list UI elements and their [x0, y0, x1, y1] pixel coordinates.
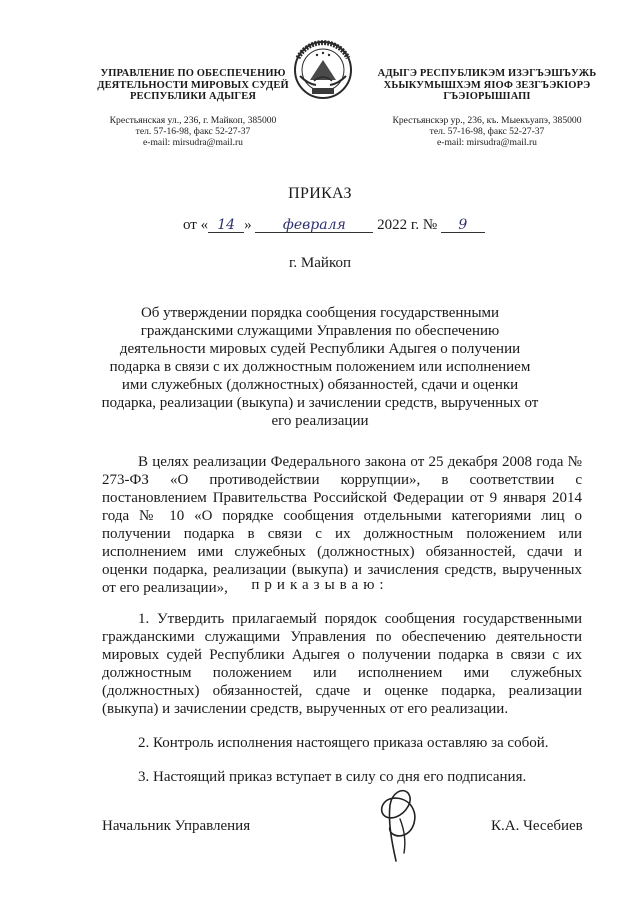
contact-block-ady [362, 115, 612, 149]
org-name-ady: АДЫГЭ РЕСПУБЛИКЭМ ИЗЭГЪЭШЪУЖЬ ХЬЫКУМЫШХЭМ ЯIОФ ЗЕЗГЪЭКIОРЭ ГЪЭIОРЫШIАПI [377, 68, 597, 102]
document-title: ПРИКАЗ [288, 185, 352, 202]
order-item-2: 2. Контроль исполнения настоящего приказа оставляю за собой. [138, 735, 549, 751]
org-name-ru: УПРАВЛЕНИЕ ПО ОБЕСПЕЧЕНИЮ ДЕЯТЕЛЬНОСТИ МИРОВЫХ СУДЕЙ РЕСПУБЛИКИ АДЫГЕЯ [97, 68, 289, 102]
handwritten-number: 9 [458, 217, 468, 233]
coat-of-arms-icon [290, 40, 356, 100]
signatory-position: Начальник Управления [102, 818, 251, 834]
order-item-1: 1. Утвердить прилагаемый порядок сообщения государственными гражданскими служащими Управления по обеспечению деятельности мировых судей Республики Адыгея о получении подарка в связи с их должностным положением или исполнением ими служебных (должностных) обязанностей, сдаче и оценке подарка, реализации (выкупа) и зачислении средств, вырученных от его реализации. [102, 611, 582, 717]
date-month-field [255, 218, 373, 233]
signatory-name: К.А. Чесебиев [491, 818, 583, 834]
header-left-ru [78, 68, 308, 148]
date-year: 2022 г. [377, 217, 420, 233]
contact-block-ru [78, 115, 308, 149]
header-right-ady [362, 68, 612, 148]
order-item-3: 3. Настоящий приказ вступает в силу со дня его подписания. [138, 769, 527, 785]
address: Крестьянская ул., 236, г. Майкоп, 385000 [109, 114, 277, 126]
phone: тел. 57-16-98, факс 52-27-37 [135, 125, 251, 137]
order-dateline [183, 217, 485, 234]
handwritten-signature [366, 783, 432, 863]
city: г. Майкоп [288, 255, 352, 271]
date-mid: » [244, 217, 252, 233]
order-directive: приказываю: [251, 577, 389, 593]
number-prefix: № [422, 217, 438, 233]
email: e-mail: mirsudra@mail.ru [437, 136, 537, 148]
date-day-field [208, 218, 244, 233]
phone: тел. 57-16-98, факс 52-27-37 [429, 125, 545, 137]
preamble-paragraph: В целях реализации Федерального закона от 25 декабря 2008 года № 273-ФЗ «О противодействии коррупции», в соответствии с постановлением Правительства Российской Федерации от 9 января 2014 года № 10 «О порядке сообщения отдельными категориями лиц о получении подарка в связи с их должностным положением или исполнением ими служебных (должностных) обязанностей, сдачи и оценки подарка, реализации (выкупа) и зачисления средств, вырученных от его реализации», [102, 454, 582, 596]
date-prefix: от « [183, 217, 209, 233]
order-number-field [441, 218, 485, 233]
handwritten-month: февраля [282, 217, 346, 233]
order-subject: Об утверждении порядка сообщения государственными гражданскими служащими Управления по обеспечению деятельности мировых судей Республики Адыгея о получении подарка в связи с их должностным положением или исполнением ими служебных (должностных) обязанностей, сдачи и оценки подарка, реализации (выкупа) и зачислении средств, вырученных от его реализации [101, 305, 539, 429]
handwritten-day: 14 [217, 217, 236, 233]
address: Крестьянскэр ур., 236, къ. Мыекъуапэ, 385000 [392, 114, 582, 126]
email: e-mail: mirsudra@mail.ru [143, 136, 243, 148]
